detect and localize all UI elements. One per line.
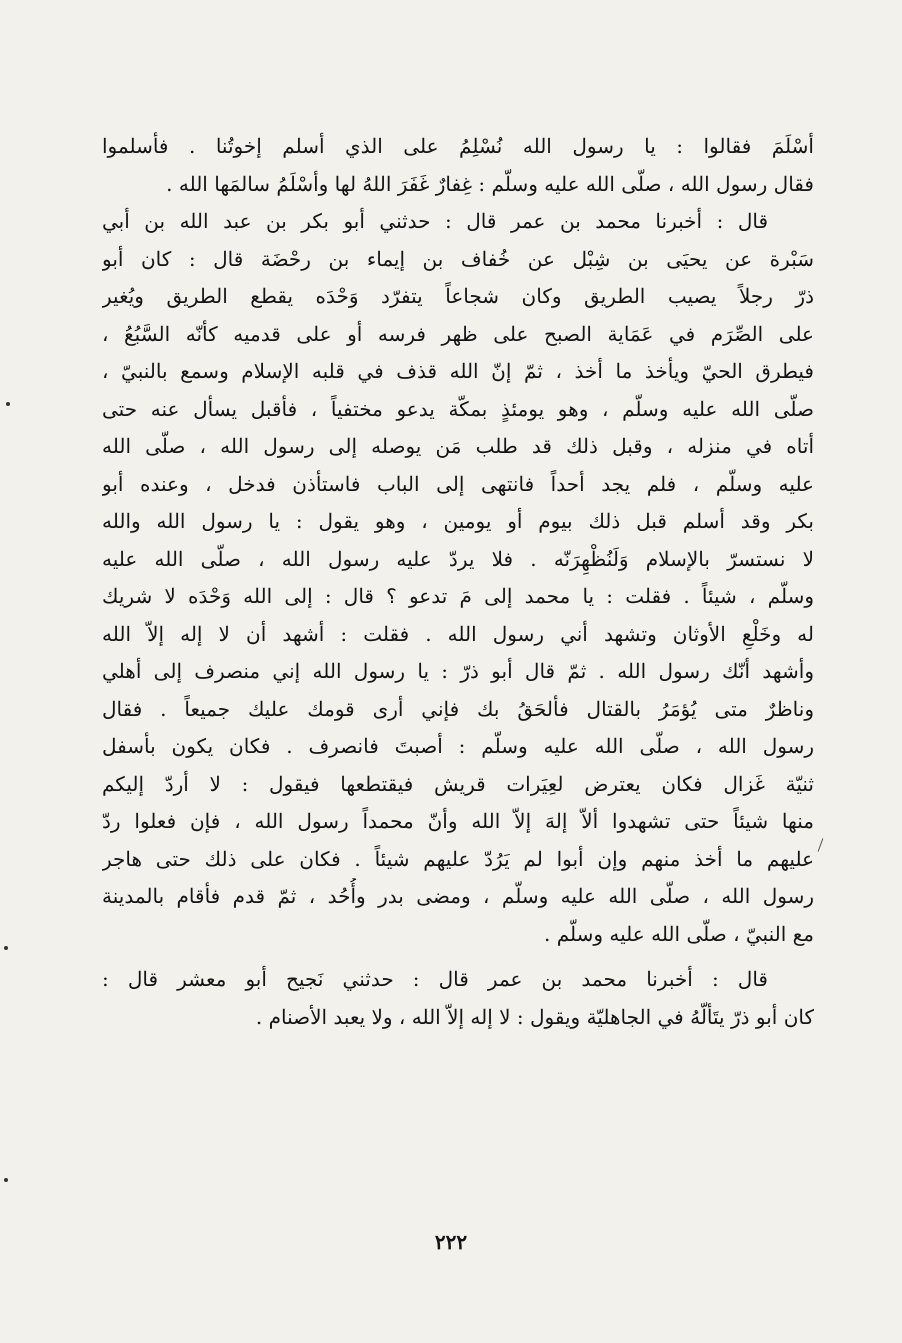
text-line: وناظرٌ متى يُؤمَرُ بالقتال فألحَقُ بك فإني أرى قومك عليك جميعاً . فقال: [102, 696, 814, 721]
text-line: أتاه في منزله ، وقبل ذلك قد طلب مَن يوصله إلى رسول الله ، صلّى الله: [102, 434, 814, 458]
text-line: ثنيّة غَزال فكان يعترض لعِيَرات قريش فيقتطعها فيقول : لا أردّ إليكم: [102, 771, 814, 796]
margin-speck: [4, 1178, 8, 1182]
text-line: فقال رسول الله ، صلّى الله عليه وسلّم : غِفارٌ غَفَرَ اللهُ لها وأسْلَمُ سالمَها الله .: [166, 171, 814, 196]
text-line: صلّى الله عليه وسلّم ، وهو يومئذٍ بمكّة يدعو مختفياً ، فأقبل يسأل عنه حتى: [102, 396, 814, 421]
text-line: سَبْرة عن يحيَى بن شِبْل عن خُفاف بن إيماء بن رحْضَة قال : كان أبو: [102, 246, 814, 271]
text-line: مع النبيّ ، صلّى الله عليه وسلّم .: [544, 921, 814, 946]
margin-mark: [818, 838, 824, 851]
text-line: كان أبو ذرّ يتَألّهُ في الجاهليّة ويقول : لا إله إلاّ الله ، ولا يعبد الأصنام .: [255, 1004, 814, 1029]
text-line: وأشهد أنّك رسول الله . ثمّ قال أبو ذرّ : يا رسول الله إني منصرف إلى أهلي: [102, 659, 814, 683]
text-line: ذرّ رجلاً يصيب الطريق وكان شجاعاً يتفرّد وَحْدَه يقطع الطريق ويُغير: [102, 284, 814, 308]
text-line: له وخَلْعِ الأوثان وتشهد أني رسول الله . فقلت : أشهد أن لا إله إلاّ الله: [102, 621, 814, 646]
text-line: لا نستسرّ بالإسلام وَلَنُظْهِرَنّه . فلا يردّ عليه رسول الله ، صلّى الله عليه: [102, 546, 814, 571]
text-line: فيطرق الحيّ ويأخذ ما أخذ ، ثمّ إنّ الله قذف في قلبه الإسلام وسمع بالنبيّ ،: [102, 359, 814, 383]
text-line: رسول الله ، صلّى الله عليه وسلّم ، ومضى بدر وأُحُد ، ثمّ قدم فأقام بالمدينة: [102, 884, 814, 908]
text-line: أسْلَمَ فقالوا : يا رسول الله نُسْلِمُ على الذي أسلم إخوتُنا . فأسلموا: [102, 134, 814, 158]
paragraph-3: [102, 961, 814, 1036]
text-line: بكر وقد أسلم قبل ذلك بيوم أو يومين ، وهو يقول : يا رسول الله والله: [102, 509, 814, 533]
margin-speck: [6, 402, 10, 406]
text-line: قال : أخبرنا محمد بن عمر قال : حدثني نَجيح أبو معشر قال :: [102, 967, 768, 991]
text-line: منها شيئاً حتى تشهدوا ألاّ إلهَ إلاّ الله وأنّ محمداً رسول الله ، فإن فعلوا ردّ: [102, 809, 814, 833]
text-line: وسلّم ، شيئاً . فقلت : يا محمد إلى مَ تدعو ؟ قال : إلى الله وَحْدَه لا شريك: [102, 584, 814, 608]
page-number: ٢٢٢: [434, 1230, 468, 1254]
margin-speck: [4, 946, 8, 950]
paragraph-2: [102, 203, 814, 953]
text-line: قال : أخبرنا محمد بن عمر قال : حدثني أبو بكر بن عبد الله بن أبي: [102, 209, 768, 233]
text-line: رسول الله ، صلّى الله عليه وسلّم : أصبتَ فانصرف . فكان يكون بأسفل: [102, 734, 814, 758]
text-line: عليه وسلّم ، فلم يجد أحداً فانتهى إلى الباب فاستأذن فدخل ، وعنده أبو: [102, 471, 814, 496]
text-line: عليهم ما أخذ منهم وإن أبوا لم يَرُدّ عليهم شيئاً . فكان على ذلك حتى هاجر: [102, 846, 814, 871]
paragraph-1: [102, 128, 814, 203]
text-line: على الصِّرَم في عَمَاية الصبح على ظهر فرسه أو على قدميه كأنّه السَّبُعُ ،: [102, 321, 814, 346]
body-text: [102, 128, 814, 1036]
paragraph-gap: [102, 953, 814, 961]
